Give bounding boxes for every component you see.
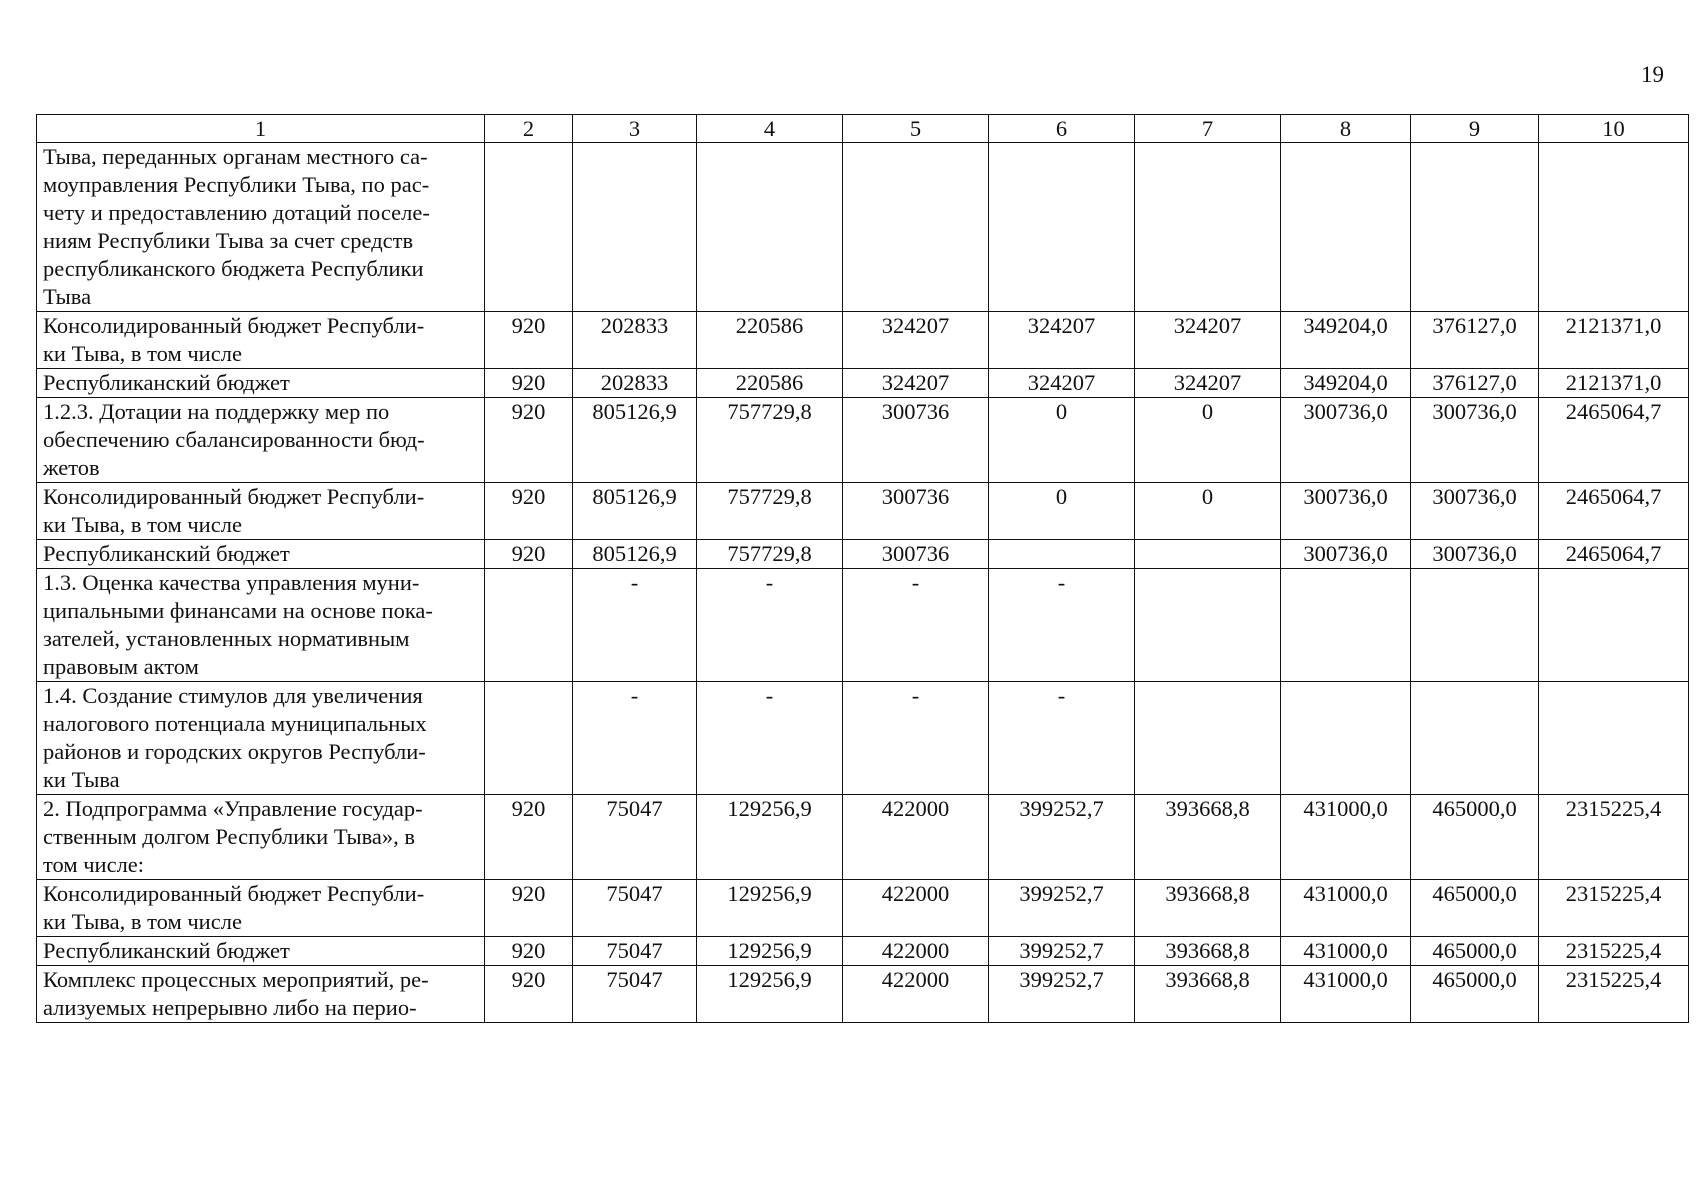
budget-code-cell: 920 [485,369,573,398]
value-cell: - [573,569,697,682]
value-cell: 2315225,4 [1539,966,1689,1023]
table-row [37,483,1689,540]
value-cell [697,143,843,312]
value-cell: 757729,8 [697,540,843,569]
value-cell: 0 [989,398,1135,483]
column-number: 6 [989,115,1135,143]
column-number: 5 [843,115,989,143]
value-cell: - [843,569,989,682]
column-number-row [37,115,1689,143]
budget-code-cell: 920 [485,398,573,483]
value-cell: 300736,0 [1411,540,1539,569]
value-cell: 220586 [697,312,843,369]
table-row [37,880,1689,937]
value-cell [1411,569,1539,682]
column-number: 7 [1135,115,1281,143]
value-cell: - [843,682,989,795]
value-cell: 129256,9 [697,937,843,966]
value-cell [1411,143,1539,312]
table-row [37,540,1689,569]
value-cell: 465000,0 [1411,795,1539,880]
table-row [37,369,1689,398]
table-body [37,143,1689,1023]
value-cell: 2121371,0 [1539,312,1689,369]
value-cell [989,143,1135,312]
value-cell: 431000,0 [1281,966,1411,1023]
budget-code-cell [485,143,573,312]
row-label: Республиканский бюджет [37,937,485,966]
row-label: Республиканский бюджет [37,540,485,569]
value-cell: 399252,7 [989,937,1135,966]
row-label: 2. Подпрограмма «Управление государ- ственным долгом Республики Тыва», в том числе: [37,795,485,880]
budget-code-cell [485,569,573,682]
row-label: Республиканский бюджет [37,369,485,398]
budget-code-cell: 920 [485,483,573,540]
value-cell: 2465064,7 [1539,398,1689,483]
value-cell: 805126,9 [573,540,697,569]
value-cell: 0 [989,483,1135,540]
value-cell [1281,682,1411,795]
value-cell: 0 [1135,398,1281,483]
value-cell: 324207 [989,312,1135,369]
row-label: Консолидированный бюджет Республи- ки Тыва, в том числе [37,312,485,369]
value-cell [1539,143,1689,312]
value-cell: 393668,8 [1135,795,1281,880]
value-cell: 805126,9 [573,398,697,483]
value-cell: 2465064,7 [1539,540,1689,569]
value-cell: 422000 [843,795,989,880]
column-number: 3 [573,115,697,143]
budget-code-cell: 920 [485,795,573,880]
value-cell: 300736,0 [1411,483,1539,540]
value-cell: 465000,0 [1411,880,1539,937]
value-cell: 376127,0 [1411,312,1539,369]
value-cell [989,540,1135,569]
value-cell: 2121371,0 [1539,369,1689,398]
value-cell: 324207 [843,369,989,398]
value-cell: 757729,8 [697,483,843,540]
value-cell: 2315225,4 [1539,795,1689,880]
budget-code-cell: 920 [485,312,573,369]
value-cell: 300736 [843,398,989,483]
value-cell [1281,569,1411,682]
value-cell [1135,540,1281,569]
value-cell: 75047 [573,795,697,880]
value-cell: 465000,0 [1411,966,1539,1023]
value-cell [1539,569,1689,682]
budget-code-cell: 920 [485,937,573,966]
value-cell: 349204,0 [1281,369,1411,398]
value-cell: 300736 [843,483,989,540]
column-number: 10 [1539,115,1689,143]
value-cell: 300736,0 [1281,398,1411,483]
column-number: 8 [1281,115,1411,143]
value-cell: 399252,7 [989,966,1135,1023]
budget-code-cell: 920 [485,540,573,569]
value-cell: 324207 [1135,369,1281,398]
value-cell: 399252,7 [989,880,1135,937]
column-number: 4 [697,115,843,143]
value-cell: 2465064,7 [1539,483,1689,540]
value-cell [573,143,697,312]
value-cell: 422000 [843,937,989,966]
table-row [37,937,1689,966]
value-cell: 399252,7 [989,795,1135,880]
table-row [37,795,1689,880]
value-cell: 376127,0 [1411,369,1539,398]
value-cell [1281,143,1411,312]
value-cell: 431000,0 [1281,880,1411,937]
row-label: Консолидированный бюджет Республи- ки Тыва, в том числе [37,880,485,937]
value-cell: 324207 [1135,312,1281,369]
value-cell: 220586 [697,369,843,398]
row-label: 1.3. Оценка качества управления муни- ципальными финансами на основе пока- зателей, установленных нормативным правовым актом [37,569,485,682]
value-cell [1539,682,1689,795]
value-cell: 465000,0 [1411,937,1539,966]
value-cell: 75047 [573,880,697,937]
column-number: 1 [37,115,485,143]
row-label: Тыва, переданных органам местного са- моуправления Республики Тыва, по рас- чету и предоставлению дотаций поселе- ниям Республики Тыва за счет средств республиканского бюджета Республики Тыва [37,143,485,312]
table-row [37,569,1689,682]
value-cell: 300736,0 [1281,483,1411,540]
value-cell: 422000 [843,880,989,937]
table-row [37,682,1689,795]
value-cell: 202833 [573,312,697,369]
value-cell [843,143,989,312]
value-cell: 300736,0 [1281,540,1411,569]
budget-table [36,114,1689,1023]
value-cell: 431000,0 [1281,795,1411,880]
value-cell: 393668,8 [1135,937,1281,966]
table-row [37,143,1689,312]
value-cell: 300736,0 [1411,398,1539,483]
table-row [37,398,1689,483]
value-cell: - [573,682,697,795]
value-cell [1135,143,1281,312]
column-number: 9 [1411,115,1539,143]
value-cell: 202833 [573,369,697,398]
value-cell: 2315225,4 [1539,937,1689,966]
value-cell [1135,682,1281,795]
budget-code-cell: 920 [485,880,573,937]
value-cell: 757729,8 [697,398,843,483]
budget-code-cell: 920 [485,966,573,1023]
value-cell: - [697,569,843,682]
value-cell: - [989,569,1135,682]
row-label: Комплекс процессных мероприятий, ре- ализуемых непрерывно либо на перио- [37,966,485,1023]
value-cell: 300736 [843,540,989,569]
budget-code-cell [485,682,573,795]
value-cell: 349204,0 [1281,312,1411,369]
value-cell: 431000,0 [1281,937,1411,966]
value-cell [1135,569,1281,682]
value-cell: - [989,682,1135,795]
value-cell: 129256,9 [697,880,843,937]
value-cell: 422000 [843,966,989,1023]
row-label: 1.2.3. Дотации на поддержку мер по обеспечению сбалансированности бюд- жетов [37,398,485,483]
value-cell: 129256,9 [697,795,843,880]
value-cell: 75047 [573,966,697,1023]
table-row [37,312,1689,369]
value-cell: - [697,682,843,795]
value-cell: 805126,9 [573,483,697,540]
value-cell: 2315225,4 [1539,880,1689,937]
row-label: 1.4. Создание стимулов для увеличения налогового потенциала муниципальных районов и городских округов Республи- ки Тыва [37,682,485,795]
value-cell: 129256,9 [697,966,843,1023]
column-number: 2 [485,115,573,143]
row-label: Консолидированный бюджет Республи- ки Тыва, в том числе [37,483,485,540]
value-cell: 393668,8 [1135,966,1281,1023]
value-cell: 324207 [989,369,1135,398]
page-number: 19 [1641,62,1664,87]
table-row [37,966,1689,1023]
value-cell [1411,682,1539,795]
value-cell: 324207 [843,312,989,369]
value-cell: 393668,8 [1135,880,1281,937]
value-cell: 0 [1135,483,1281,540]
value-cell: 75047 [573,937,697,966]
